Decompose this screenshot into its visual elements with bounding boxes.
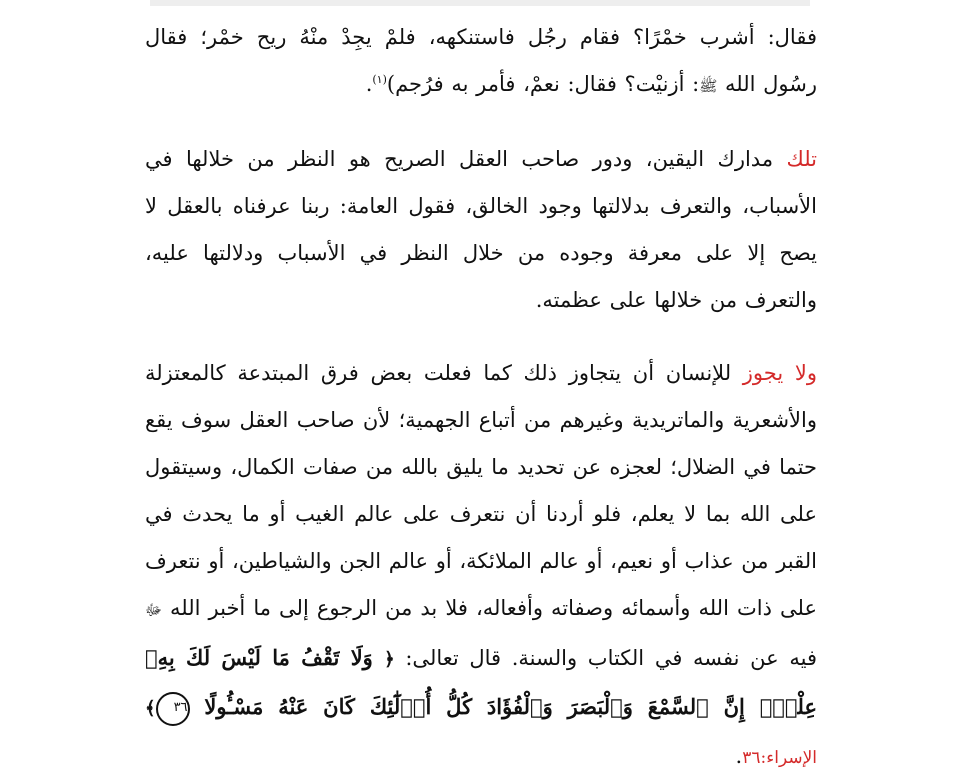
paragraph-end: . <box>735 744 743 768</box>
paragraph-body: للإنسان أن يتجاوز ذلك كما فعلت بعض فرق المبتدعة كالمعتزلة والأشعرية والماتريدية وغيرهم من أتباع الجهمية؛ لأن صاحب العقل سوف يقع حتما في الضلال؛ لعجزه عن تحديد ما يليق بالله من صفات الكمال، وسيتقول على الله بما لا يعلم، فلو أردنا أن نتعرف على عالم الغيب أو ما يحدث في القبر من عذاب أو نعيم، أو عالم الملائكة، أو عالم الجن والشياطين، أو نتعرف على ذات الله وأسمائه وصفاته وأفعاله، فلا بد من الرجوع إلى ما أخبر الله <box>144 361 817 620</box>
hadith-text-b: : أزنيْت؟ فقال: نعمْ، فأمر به فرُجم) <box>386 72 700 96</box>
ayah-number-marker: ٣٦ <box>156 692 190 726</box>
paragraph-lead-word: تلك <box>786 147 817 171</box>
quran-bracket-open: ﴿ <box>384 649 395 670</box>
honorific-salla: ﷺ <box>699 77 718 95</box>
paragraph-hadith <box>145 14 817 110</box>
footnote-marker[interactable]: (١) <box>372 73 387 86</box>
quran-verse: وَلَا تَقْفُ مَا لَيْسَ لَكَ بِهِۦ عِلْمٌۚ إِنَّ ٱلسَّمْعَ وَٱلْبَصَرَ وَٱلْفُؤَادَ كُلُّ أُو۟لَٰٓئِكَ كَانَ عَنْهُ مَسْـُٔولًا <box>145 645 817 719</box>
top-rule <box>150 0 810 6</box>
paragraph-madarik <box>145 136 817 324</box>
paragraph-body-b: فيه عن نفسه في الكتاب والسنة. قال تعالى: <box>394 646 817 670</box>
hadith-text-a: فقال: أشرب خمْرًا؟ فقام رجُل فاستنكهه، فلمْ يجِدْ منْهُ ريح خمْر؛ فقال رسُول الله <box>145 25 817 96</box>
quran-bracket-close: ﴾ <box>145 698 156 719</box>
paragraph-lead-word: ولا يجوز <box>742 361 817 385</box>
verse-reference: الإسراء:٣٦ <box>742 748 817 768</box>
paragraph-body: مدارك اليقين، ودور صاحب العقل الصريح هو النظر من خلالها في الأسباب، والتعرف بدلالتها وجود الخالق، فقول العامة: ربنا عرفناه بالعقل لا يصح إلا على معرفة وجوده من خلال النظر في الأسباب ودلالتها عليه، والتعرف من خلالها على عظمته. <box>145 147 817 312</box>
page-body <box>145 14 817 782</box>
paragraph-la-yajuz <box>145 350 817 782</box>
honorific-jalla: ﷻ <box>145 601 162 619</box>
hadith-text-c: . <box>365 72 373 96</box>
